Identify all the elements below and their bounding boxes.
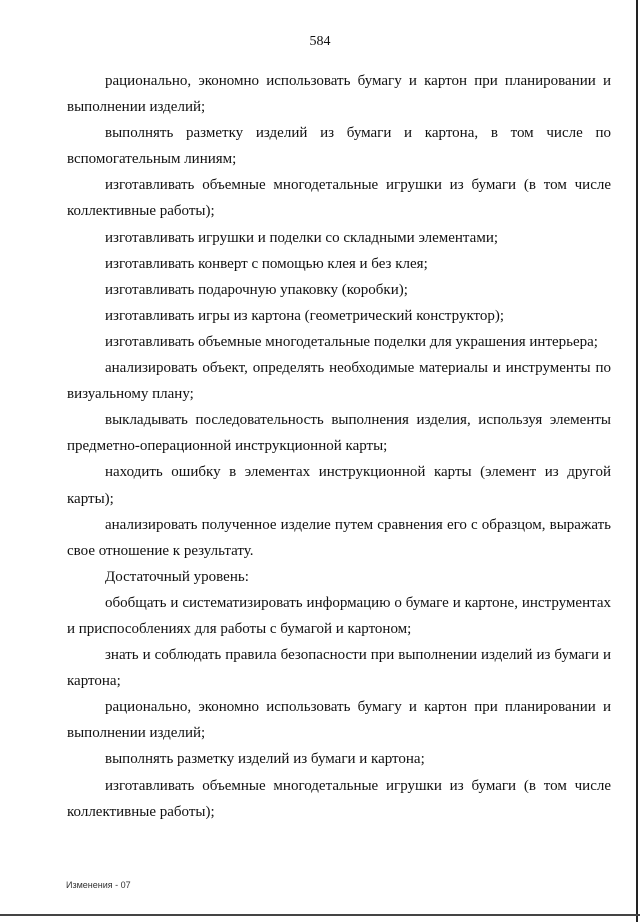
paragraph: рационально, экономно использовать бумагу и картон при планировании и выполнении изделий;	[67, 73, 611, 116]
paragraph: анализировать объект, определять необходимые материалы и инструменты по визуальному плану;	[67, 360, 611, 403]
paragraph: рационально, экономно использовать бумагу и картон при планировании и выполнении изделий;	[67, 699, 611, 742]
paragraph: знать и соблюдать правила безопасности при выполнении изделий из бумаги и картона;	[67, 647, 611, 690]
body-text	[67, 68, 611, 825]
page-number: 584	[309, 34, 331, 49]
paragraph: изготавливать объемные многодетальные поделки для украшения интерьера;	[105, 333, 598, 350]
page-edge-right	[636, 0, 638, 922]
paragraph: выполнять разметку изделий из бумаги и картона, в том числе по вспомогательным линиям;	[67, 125, 611, 168]
paragraph: изготавливать конверт с помощью клея и без клея;	[105, 255, 428, 272]
paragraph: обобщать и систематизировать информацию о бумаге и картоне, инструментах и приспособлениях для работы с бумагой и картоном;	[67, 594, 611, 637]
paragraph: выполнять разметку изделий из бумаги и картона;	[105, 751, 425, 768]
paragraph: изготавливать объемные многодетальные игрушки из бумаги (в том числе коллективные работы);	[67, 177, 611, 220]
paragraph: изготавливать игрушки и поделки со складными элементами;	[105, 229, 499, 246]
paragraph: изготавливать игры из картона (геометрический конструктор);	[105, 307, 505, 324]
page-edge-bottom	[0, 914, 640, 916]
paragraph: находить ошибку в элементах инструкционной карты (элемент из другой карты);	[67, 464, 611, 507]
footer-revision: Изменения - 07	[66, 880, 131, 890]
section-heading: Достаточный уровень:	[105, 568, 249, 585]
paragraph: изготавливать объемные многодетальные игрушки из бумаги (в том числе коллективные работы);	[67, 777, 611, 820]
paragraph: выкладывать последовательность выполнения изделия, используя элементы предметно-операционной инструкционной карты;	[67, 412, 611, 455]
paragraph: изготавливать подарочную упаковку (коробки);	[105, 281, 408, 298]
paragraph: анализировать полученное изделие путем сравнения его с образцом, выражать свое отношение к результату.	[67, 516, 611, 559]
